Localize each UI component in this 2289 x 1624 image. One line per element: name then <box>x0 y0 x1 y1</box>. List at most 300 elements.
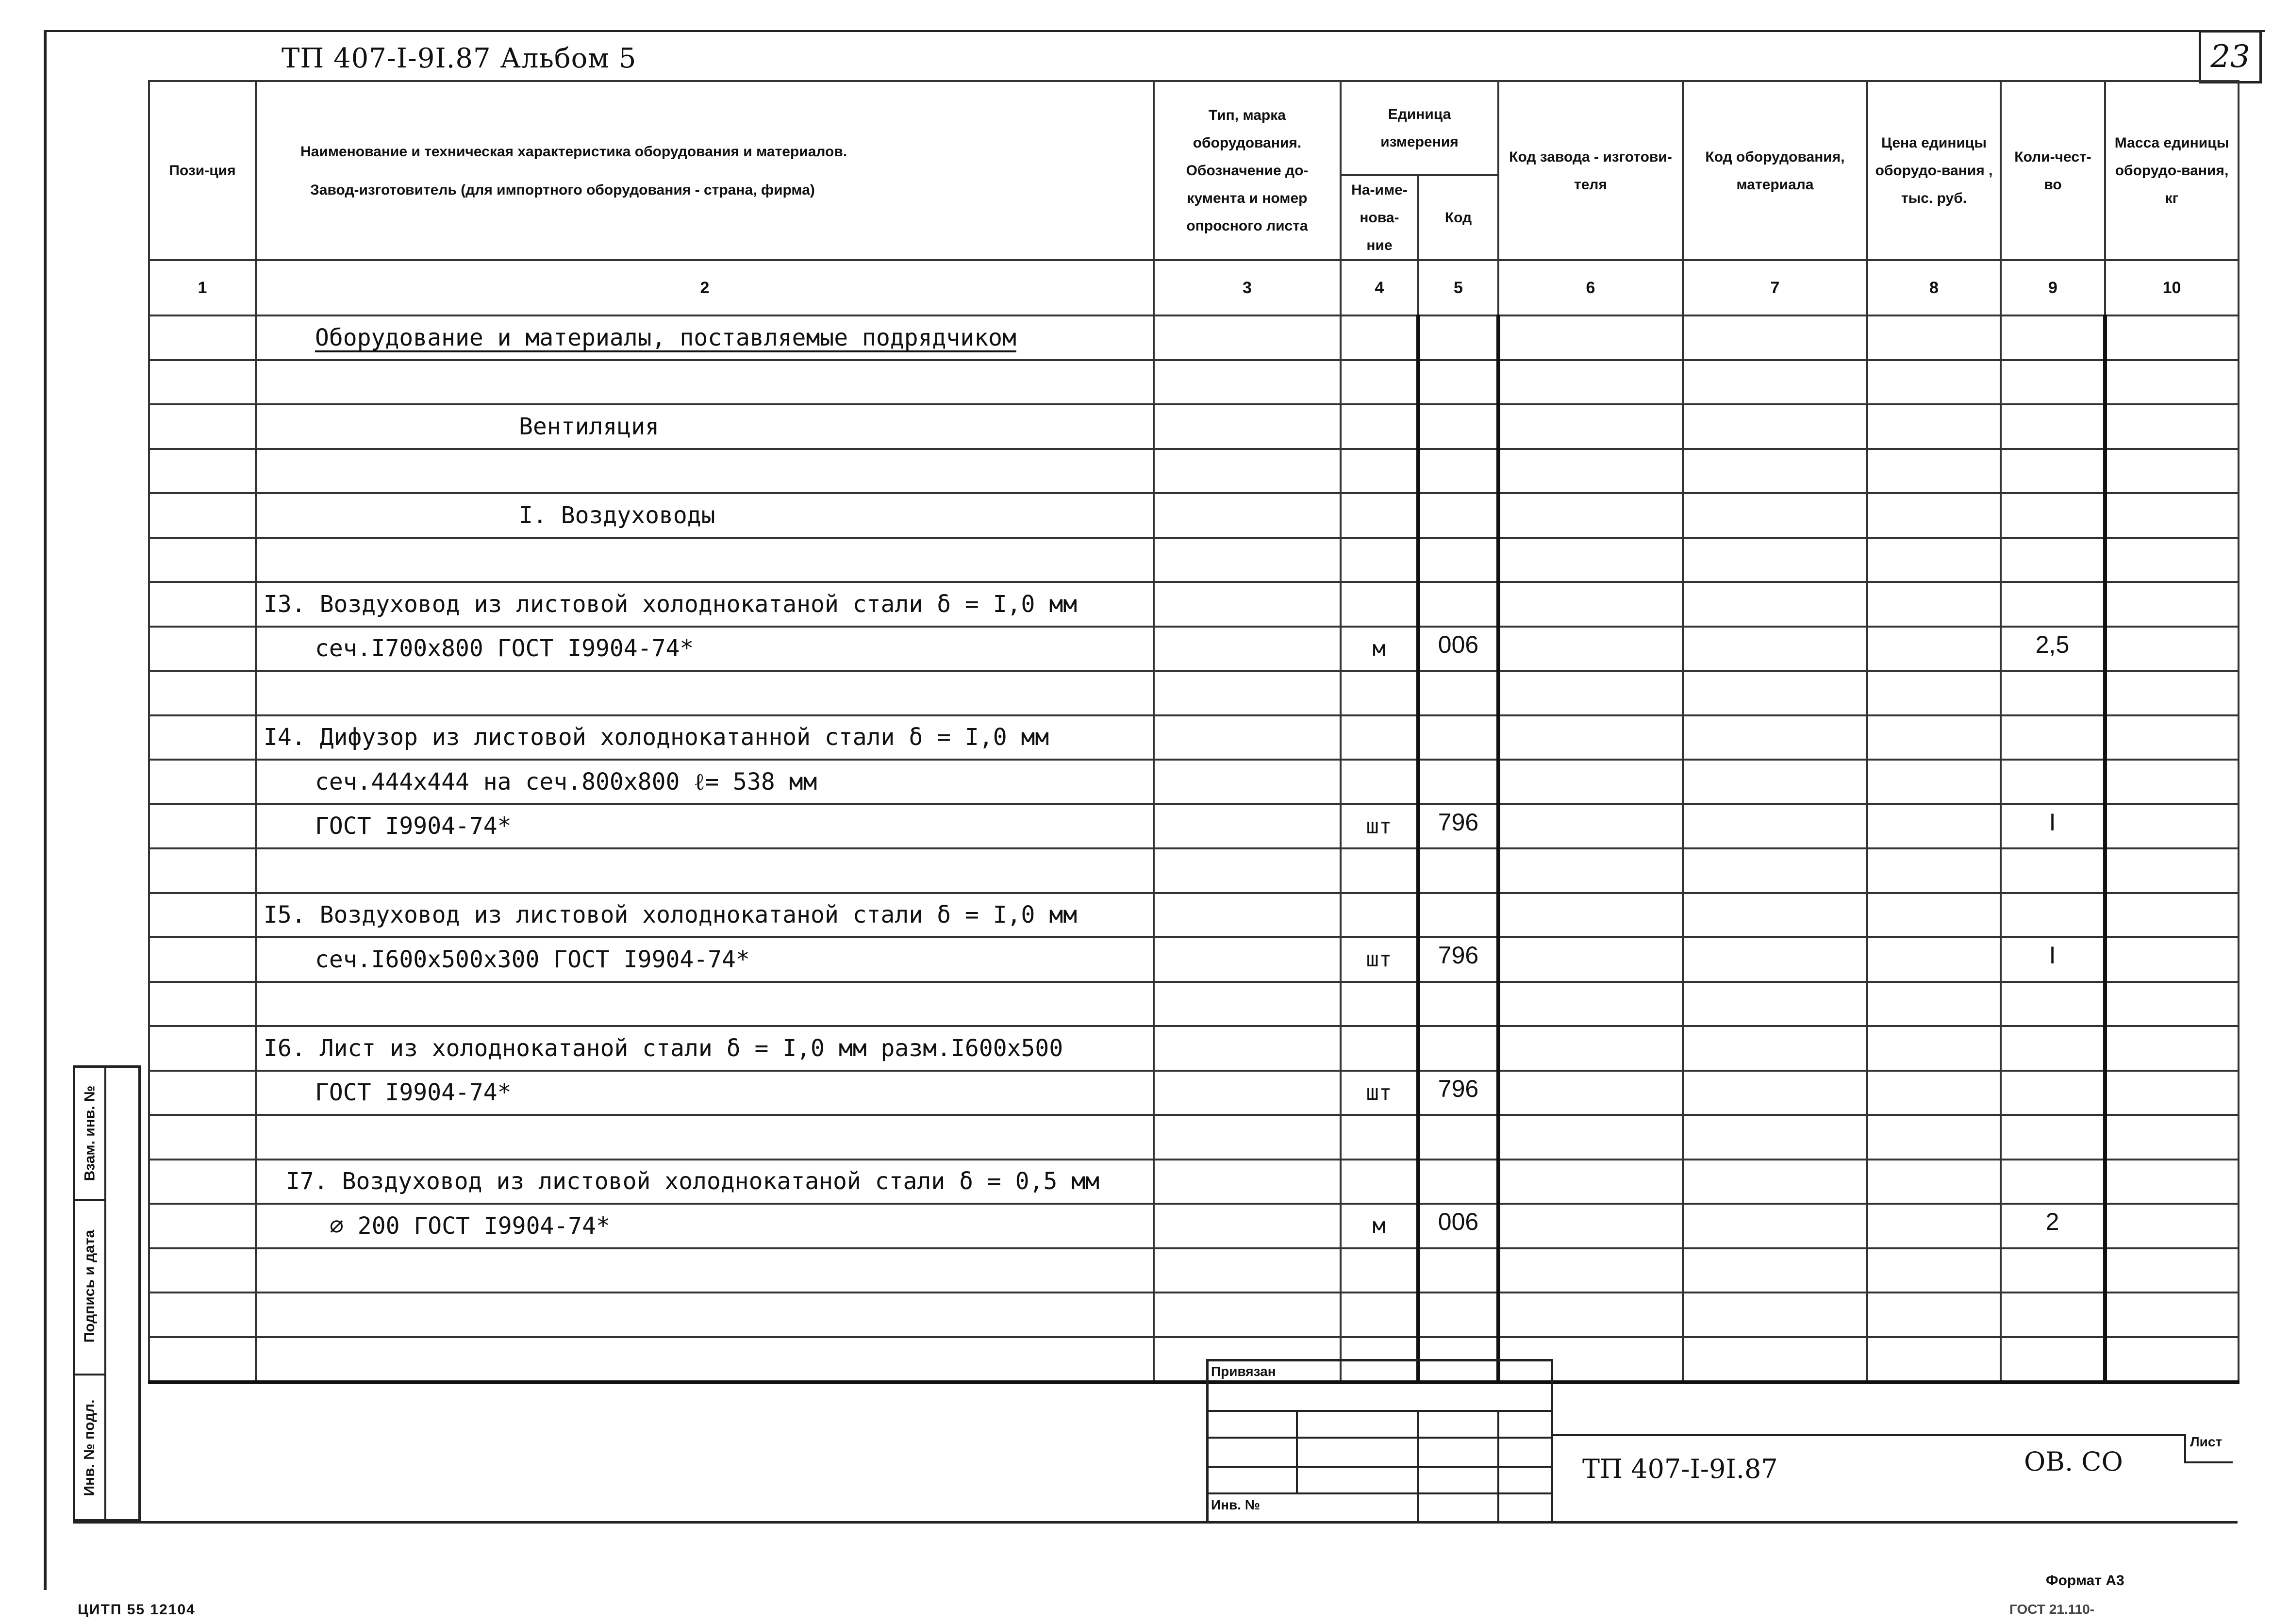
cell-mass <box>2105 360 2239 405</box>
cell-factory-code <box>1498 493 1683 538</box>
cell-unit-code <box>1418 893 1498 938</box>
cell-mass <box>2105 804 2239 849</box>
cell-unit-code <box>1418 493 1498 538</box>
cell-mass <box>2105 937 2239 982</box>
col-number: 7 <box>1683 260 1867 315</box>
col-header-position: Пози-ция <box>149 81 256 260</box>
col-number: 10 <box>2105 260 2239 315</box>
cell-name <box>256 493 1154 538</box>
cell-factory-code <box>1498 1071 1683 1115</box>
cell-type <box>1154 893 1341 938</box>
cell-type <box>1154 627 1341 671</box>
title-block-inv-no: Инв. № <box>1211 1497 1261 1512</box>
table-row <box>149 1160 2239 1204</box>
cell-name-text: Вентиляция <box>519 413 659 440</box>
cell-unit <box>1341 627 1418 671</box>
cell-factory-code <box>1498 937 1683 982</box>
cell-position <box>149 760 256 804</box>
cell-name <box>256 1026 1154 1071</box>
cell-name-text: сеч.I600x500x300 ГОСТ I9904-74* <box>315 945 750 973</box>
table-row <box>149 804 2239 849</box>
stamp-inv-original: Инв. № подл. <box>82 1399 98 1496</box>
cell-price <box>1867 848 2001 893</box>
table-row <box>149 315 2239 360</box>
cell-equipment-code <box>1683 360 1867 405</box>
cell-type <box>1154 804 1341 849</box>
table-row <box>149 1115 2239 1160</box>
cell-mass <box>2105 1026 2239 1071</box>
cell-unit <box>1341 1293 1418 1337</box>
cell-equipment-code <box>1683 582 1867 627</box>
cell-quantity <box>2001 538 2105 582</box>
cell-equipment-code <box>1683 893 1867 938</box>
cell-unit-code <box>1418 1248 1498 1293</box>
cell-type <box>1154 1071 1341 1115</box>
cell-name <box>256 715 1154 760</box>
cell-name <box>256 982 1154 1027</box>
cell-unit <box>1341 360 1418 405</box>
cell-type <box>1154 404 1341 449</box>
tb-rule <box>1206 1492 1553 1494</box>
cell-price <box>1867 804 2001 849</box>
cell-quantity <box>2001 848 2105 893</box>
cell-unit <box>1341 893 1418 938</box>
table-row <box>149 1071 2239 1115</box>
cell-factory-code <box>1498 715 1683 760</box>
cell-unit-code-text: 796 <box>1438 808 1479 836</box>
cell-factory-code <box>1498 1160 1683 1204</box>
cell-price <box>1867 1071 2001 1115</box>
cell-position <box>149 538 256 582</box>
tb-rule <box>1206 1466 1553 1468</box>
cell-mass <box>2105 1248 2239 1293</box>
cell-quantity <box>2001 1026 2105 1071</box>
cell-mass <box>2105 671 2239 715</box>
cell-position <box>149 848 256 893</box>
cell-name <box>256 893 1154 938</box>
cell-position <box>149 1071 256 1115</box>
cell-factory-code <box>1498 627 1683 671</box>
table-row <box>149 1293 2239 1337</box>
cell-name <box>256 848 1154 893</box>
cell-factory-code <box>1498 1248 1683 1293</box>
header-doc-ref: ТП 407-I-9I.87 Альбом 5 <box>282 43 637 74</box>
cell-mass <box>2105 493 2239 538</box>
cell-position <box>149 1026 256 1071</box>
col-header-quantity: Коли-чест-во <box>2001 81 2105 260</box>
cell-unit <box>1341 1204 1418 1248</box>
cell-price <box>1867 1337 2001 1383</box>
cell-name-text: I4. Дифузор из листовой холоднокатанной стали δ = I,0 мм <box>264 724 1049 751</box>
cell-name-text: сеч.I700x800 ГОСТ I9904-74* <box>315 635 694 663</box>
cell-equipment-code <box>1683 1248 1867 1293</box>
cell-price <box>1867 627 2001 671</box>
cell-unit <box>1341 538 1418 582</box>
table-row <box>149 1026 2239 1071</box>
cell-price <box>1867 493 2001 538</box>
cell-unit <box>1341 1026 1418 1071</box>
cell-unit <box>1341 848 1418 893</box>
cell-unit <box>1341 937 1418 982</box>
title-block-sheet: Лист <box>2184 1434 2233 1463</box>
cell-type <box>1154 1293 1341 1337</box>
col-header-factory-code: Код завода - изготови-теля <box>1498 81 1683 260</box>
cell-unit-code <box>1418 627 1498 671</box>
cell-type <box>1154 982 1341 1027</box>
cell-type <box>1154 449 1341 494</box>
cell-name-text: ГОСТ I9904-74* <box>315 1079 512 1107</box>
cell-price <box>1867 893 2001 938</box>
cell-equipment-code <box>1683 449 1867 494</box>
cell-name <box>256 1160 1154 1204</box>
cell-mass <box>2105 1160 2239 1204</box>
cell-name-text: сеч.444x444 на сеч.800x800 ℓ= 538 мм <box>315 768 817 795</box>
cell-quantity-text: 2,5 <box>2035 630 2070 658</box>
cell-mass <box>2105 627 2239 671</box>
cell-quantity <box>2001 404 2105 449</box>
cell-quantity <box>2001 804 2105 849</box>
table-row <box>149 449 2239 494</box>
col-number: 1 <box>149 260 256 315</box>
cell-unit <box>1341 449 1418 494</box>
cell-type <box>1154 1026 1341 1071</box>
cell-unit-code <box>1418 937 1498 982</box>
title-block-section: ОВ. СО <box>2024 1446 2123 1477</box>
cell-unit-code <box>1418 404 1498 449</box>
cell-position <box>149 1337 256 1383</box>
table-row <box>149 671 2239 715</box>
cell-quantity <box>2001 1337 2105 1383</box>
cell-type <box>1154 1160 1341 1204</box>
cell-price <box>1867 538 2001 582</box>
cell-name <box>256 1115 1154 1160</box>
cell-unit-code <box>1418 804 1498 849</box>
cell-mass <box>2105 1204 2239 1248</box>
cell-name-text: ∅ 200 ГОСТ I9904-74* <box>330 1212 610 1240</box>
cell-quantity <box>2001 671 2105 715</box>
col-number: 2 <box>256 260 1154 315</box>
tb-rule <box>1417 1410 1419 1522</box>
col-number: 9 <box>2001 260 2105 315</box>
cell-unit <box>1341 715 1418 760</box>
cell-equipment-code <box>1683 1160 1867 1204</box>
cell-name-text: I3. Воздуховод из листовой холоднокатаной стали δ = I,0 мм <box>264 590 1078 618</box>
cell-type <box>1154 671 1341 715</box>
cell-quantity <box>2001 1293 2105 1337</box>
cell-price <box>1867 1026 2001 1071</box>
cell-unit-text: м <box>1372 636 1386 661</box>
cell-factory-code <box>1498 893 1683 938</box>
cell-quantity-text: I <box>2049 808 2056 836</box>
cell-quantity <box>2001 893 2105 938</box>
cell-quantity <box>2001 715 2105 760</box>
title-block-privyazan: Привязан <box>1211 1364 1276 1379</box>
cell-mass <box>2105 449 2239 494</box>
cell-name <box>256 804 1154 849</box>
cell-name-text: I. Воздуховоды <box>519 501 715 529</box>
cell-type <box>1154 848 1341 893</box>
frame-bottom-line <box>73 1521 2238 1524</box>
cell-type <box>1154 760 1341 804</box>
cell-unit-text: м <box>1372 1213 1386 1239</box>
col-header-name-line2: Завод-изготовитель (для импортного оборудования - страна, фирма) <box>310 182 815 198</box>
cell-name <box>256 404 1154 449</box>
cell-unit-code-text: 006 <box>1438 1208 1479 1235</box>
cell-name-text: Оборудование и материалы, поставляемые подрядчиком <box>315 324 1016 351</box>
cell-equipment-code <box>1683 1337 1867 1383</box>
cell-position <box>149 1160 256 1204</box>
cell-unit-code-text: 796 <box>1438 1075 1479 1102</box>
cell-unit <box>1341 804 1418 849</box>
cell-name <box>256 1248 1154 1293</box>
cell-position <box>149 627 256 671</box>
cell-quantity <box>2001 937 2105 982</box>
cell-position <box>149 893 256 938</box>
cell-unit <box>1341 982 1418 1027</box>
tb-rule <box>1206 1437 1553 1439</box>
table-row <box>149 493 2239 538</box>
cell-position <box>149 1204 256 1248</box>
cell-name <box>256 1204 1154 1248</box>
cell-factory-code <box>1498 538 1683 582</box>
cell-mass <box>2105 538 2239 582</box>
cell-equipment-code <box>1683 937 1867 982</box>
cell-unit-code <box>1418 582 1498 627</box>
col-header-name-line1: Наименование и техническая характеристика оборудования и материалов. <box>300 143 847 160</box>
cell-price <box>1867 1115 2001 1160</box>
cell-price <box>1867 360 2001 405</box>
cell-equipment-code <box>1683 538 1867 582</box>
side-stamp <box>73 1065 141 1522</box>
cell-equipment-code <box>1683 493 1867 538</box>
cell-equipment-code <box>1683 715 1867 760</box>
cell-unit <box>1341 671 1418 715</box>
cell-price <box>1867 715 2001 760</box>
cell-equipment-code <box>1683 760 1867 804</box>
table-row <box>149 715 2239 760</box>
cell-type <box>1154 715 1341 760</box>
cell-factory-code <box>1498 582 1683 627</box>
table-row <box>149 404 2239 449</box>
tb-rule <box>1206 1410 1553 1412</box>
cell-type <box>1154 538 1341 582</box>
cell-price <box>1867 982 2001 1027</box>
cell-factory-code <box>1498 671 1683 715</box>
cell-quantity <box>2001 449 2105 494</box>
cell-quantity-text: I <box>2049 942 2056 969</box>
cell-equipment-code <box>1683 1026 1867 1071</box>
cell-mass <box>2105 404 2239 449</box>
cell-quantity <box>2001 360 2105 405</box>
table-row <box>149 582 2239 627</box>
cell-unit-code <box>1418 982 1498 1027</box>
cell-unit-code <box>1418 1115 1498 1160</box>
cell-unit-code <box>1418 760 1498 804</box>
cell-price <box>1867 1293 2001 1337</box>
cell-name <box>256 937 1154 982</box>
cell-unit-code <box>1418 671 1498 715</box>
col-number: 5 <box>1418 260 1498 315</box>
cell-unit <box>1341 315 1418 360</box>
cell-unit <box>1341 404 1418 449</box>
table-row <box>149 538 2239 582</box>
table-row <box>149 360 2239 405</box>
table-row <box>149 1204 2239 1248</box>
cell-price <box>1867 582 2001 627</box>
cell-unit-code-text: 006 <box>1438 630 1479 658</box>
cell-factory-code <box>1498 760 1683 804</box>
footer-gost: ГОСТ 21.110- <box>2009 1602 2095 1617</box>
cell-type <box>1154 582 1341 627</box>
cell-name-text: ГОСТ I9904-74* <box>315 812 512 840</box>
cell-unit-code <box>1418 848 1498 893</box>
cell-mass <box>2105 715 2239 760</box>
cell-quantity-text: 2 <box>2045 1208 2059 1235</box>
cell-equipment-code <box>1683 1293 1867 1337</box>
col-header-mass: Масса единицы оборудо-вания, кг <box>2105 81 2239 260</box>
footer-format: Формат А3 <box>2046 1573 2124 1589</box>
cell-quantity <box>2001 1204 2105 1248</box>
cell-position <box>149 1293 256 1337</box>
title-block-doc-code: ТП 407-I-9I.87 <box>1582 1454 1778 1484</box>
cell-quantity <box>2001 315 2105 360</box>
table-row <box>149 848 2239 893</box>
cell-price <box>1867 760 2001 804</box>
cell-equipment-code <box>1683 804 1867 849</box>
cell-position <box>149 404 256 449</box>
col-header-unit-code: Код <box>1418 175 1498 260</box>
specification-table <box>148 80 2239 1384</box>
cell-name <box>256 538 1154 582</box>
cell-unit-text: шт <box>1366 1080 1392 1105</box>
cell-unit-code <box>1418 449 1498 494</box>
cell-mass <box>2105 982 2239 1027</box>
col-number: 3 <box>1154 260 1341 315</box>
cell-factory-code <box>1498 982 1683 1027</box>
cell-quantity <box>2001 1115 2105 1160</box>
cell-unit <box>1341 1248 1418 1293</box>
cell-position <box>149 360 256 405</box>
col-header-equipment-code: Код оборудования, материала <box>1683 81 1867 260</box>
cell-quantity <box>2001 493 2105 538</box>
cell-equipment-code <box>1683 627 1867 671</box>
cell-factory-code <box>1498 1115 1683 1160</box>
cell-name <box>256 627 1154 671</box>
cell-quantity <box>2001 582 2105 627</box>
cell-equipment-code <box>1683 982 1867 1027</box>
cell-price <box>1867 1204 2001 1248</box>
cell-position <box>149 1248 256 1293</box>
cell-unit <box>1341 760 1418 804</box>
cell-equipment-code <box>1683 1071 1867 1115</box>
cell-mass <box>2105 1293 2239 1337</box>
cell-factory-code <box>1498 315 1683 360</box>
cell-name <box>256 449 1154 494</box>
cell-position <box>149 449 256 494</box>
stamp-signature-date: Подпись и дата <box>75 1199 104 1375</box>
cell-unit-code <box>1418 538 1498 582</box>
cell-unit-code <box>1418 1071 1498 1115</box>
cell-factory-code <box>1498 1204 1683 1248</box>
cell-unit-code <box>1418 315 1498 360</box>
cell-equipment-code <box>1683 848 1867 893</box>
cell-unit-code <box>1418 360 1498 405</box>
col-header-name <box>256 81 1154 260</box>
cell-quantity <box>2001 982 2105 1027</box>
footer-print-code: ЦИТП 55 12104 <box>78 1602 196 1618</box>
table-row <box>149 627 2239 671</box>
cell-factory-code <box>1498 360 1683 405</box>
cell-factory-code <box>1498 848 1683 893</box>
cell-quantity <box>2001 1248 2105 1293</box>
cell-name <box>256 671 1154 715</box>
cell-equipment-code <box>1683 1204 1867 1248</box>
cell-type <box>1154 493 1341 538</box>
tb-rule <box>1296 1410 1298 1492</box>
col-header-unit-group: Единица измерения <box>1341 81 1498 175</box>
cell-unit-code <box>1418 1160 1498 1204</box>
cell-unit-code <box>1418 1293 1498 1337</box>
cell-mass <box>2105 1115 2239 1160</box>
cell-equipment-code <box>1683 315 1867 360</box>
cell-unit-code <box>1418 715 1498 760</box>
cell-type <box>1154 1248 1341 1293</box>
col-header-unit-name: На-име-нова-ние <box>1341 175 1418 260</box>
cell-mass <box>2105 315 2239 360</box>
cell-position <box>149 315 256 360</box>
cell-name <box>256 360 1154 405</box>
cell-unit <box>1341 1115 1418 1160</box>
cell-name <box>256 582 1154 627</box>
cell-quantity <box>2001 1071 2105 1115</box>
cell-factory-code <box>1498 404 1683 449</box>
cell-unit <box>1341 582 1418 627</box>
cell-name <box>256 315 1154 360</box>
cell-mass <box>2105 582 2239 627</box>
cell-position <box>149 937 256 982</box>
cell-mass <box>2105 893 2239 938</box>
cell-factory-code <box>1498 449 1683 494</box>
cell-unit <box>1341 493 1418 538</box>
cell-type <box>1154 360 1341 405</box>
cell-type <box>1154 1204 1341 1248</box>
table-row <box>149 982 2239 1027</box>
cell-unit-code <box>1418 1204 1498 1248</box>
cell-mass <box>2105 760 2239 804</box>
cell-name <box>256 760 1154 804</box>
cell-factory-code <box>1498 1026 1683 1071</box>
table-row <box>149 893 2239 938</box>
cell-type <box>1154 1115 1341 1160</box>
cell-name <box>256 1071 1154 1115</box>
stamp-vzam-inv: Взам. инв. № <box>75 1068 104 1201</box>
cell-position <box>149 982 256 1027</box>
cell-unit <box>1341 1071 1418 1115</box>
cell-unit-text: шт <box>1366 947 1392 972</box>
cell-price <box>1867 671 2001 715</box>
cell-price <box>1867 937 2001 982</box>
tb-rule <box>1497 1410 1499 1522</box>
table-row <box>149 1248 2239 1293</box>
cell-price <box>1867 1160 2001 1204</box>
cell-unit-code <box>1418 1026 1498 1071</box>
cell-type <box>1154 315 1341 360</box>
table-row <box>149 760 2239 804</box>
page-number: 23 <box>2199 30 2262 83</box>
cell-equipment-code <box>1683 1115 1867 1160</box>
cell-factory-code <box>1498 1293 1683 1337</box>
table-row <box>149 1337 2239 1383</box>
